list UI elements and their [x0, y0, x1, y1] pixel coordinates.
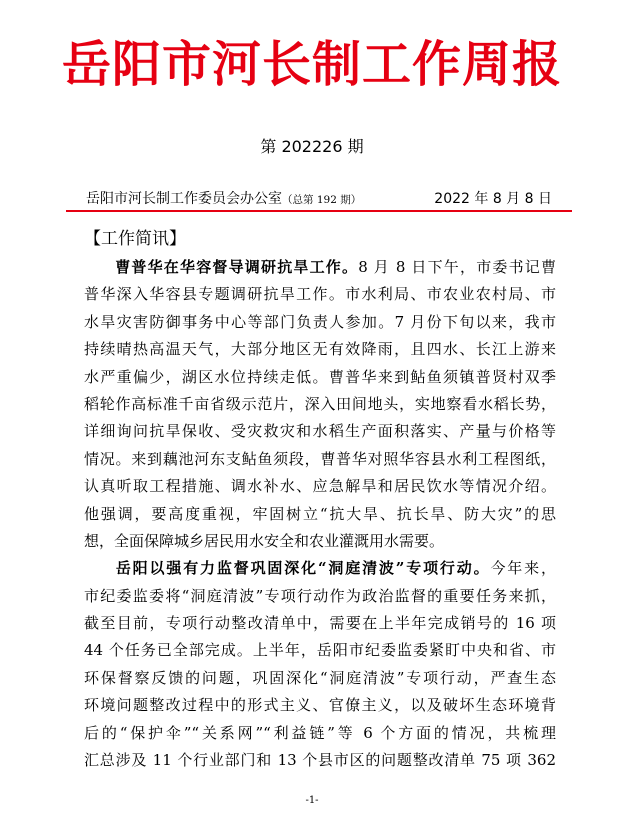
article-first-line — [84, 555, 556, 582]
page-number: -1- — [305, 795, 319, 806]
body-text-line: 水严重偏少，湖区水位持续走低。曹普华来到鲇鱼须镇普贤村双季 — [84, 367, 556, 386]
body-text-line: 截至目前，专项行动整改清单中，需要在上半年完成销号的 16 项 — [84, 614, 556, 633]
body-text-line: 认真听取工程措施、调水补水、应急解旱和居民饮水等情况介绍。 — [84, 477, 556, 496]
body-text-line: 环境问题整改过程中的形式主义、官僚主义，以及破坏生态环境背 — [84, 696, 556, 715]
publisher-name: 岳阳市河长制工作委员会办公室 — [86, 191, 282, 207]
body-text-line: 持续晴热高温天气，大部分地区无有效降雨，且四水、长江上游来 — [84, 340, 556, 359]
body-text-line: 环保督察反馈的问题，巩固深化“洞庭清波”专项行动，严查生态 — [84, 668, 556, 687]
body-text-line: 今年来， — [490, 559, 556, 578]
body-text-line: 他强调，要高度重视，牢固树立“抗大旱、抗长旱、防大灾”的思 — [84, 504, 556, 523]
body-text-line: 8 月 8 日下午，市委书记曹 — [358, 258, 556, 276]
body-text-line: 水旱灾害防御事务中心等部门负责人参加。7 月份下旬以来，我市 — [84, 312, 556, 331]
article-headline: 岳阳以强有力监督巩固深化“洞庭清波”专项行动。 — [114, 559, 491, 578]
body-text-line: 普华深入华容县专题调研抗旱工作。市水利局、市农业农村局、市 — [84, 285, 556, 304]
issue-number: 第 202226 期 — [260, 137, 364, 156]
newsletter-title: 岳阳市河长制工作周报 — [61, 35, 562, 93]
body-text-line: 市纪委监委将“洞庭清波”专项行动作为政治监督的重要任务来抓， — [84, 586, 556, 605]
publish-date: 2022 年 8 月 8 日 — [434, 191, 552, 207]
article-body — [84, 254, 556, 774]
body-text-line: 后的“保护伞”“关系网”“利益链”等 6 个方面的情况，共梳理 — [84, 723, 556, 742]
body-text-line: 想，全面保障城乡居民用水安全和农业灌溉用水需要。 — [84, 531, 445, 550]
body-text-line: 情况。来到藕池河东支鲇鱼须段，曹普华对照华容县水利工程图纸， — [84, 449, 556, 468]
publisher-note: （总第 192 期） — [282, 194, 362, 206]
publisher-row — [86, 189, 552, 209]
header-divider — [66, 210, 572, 212]
article-headline: 曹普华在华容督导调研抗旱工作。 — [114, 258, 359, 276]
body-text-line: 详细询问抗旱保收、受灾救灾和水稻生产面积落实、产量与价格等 — [84, 422, 556, 441]
publisher — [86, 189, 361, 210]
section-title: 【工作简讯】 — [84, 229, 186, 249]
article-first-line — [84, 254, 556, 281]
body-text-line: 稻轮作高标准千亩省级示范片，深入田间地头，实地察看水稻长势， — [84, 394, 556, 413]
body-text-line: 44 个任务已全部完成。上半年，岳阳市纪委监委紧盯中央和省、市 — [84, 641, 556, 660]
body-text-line: 汇总涉及 11 个行业部门和 13 个县市区的问题整改清单 75 项 362 — [84, 751, 556, 770]
